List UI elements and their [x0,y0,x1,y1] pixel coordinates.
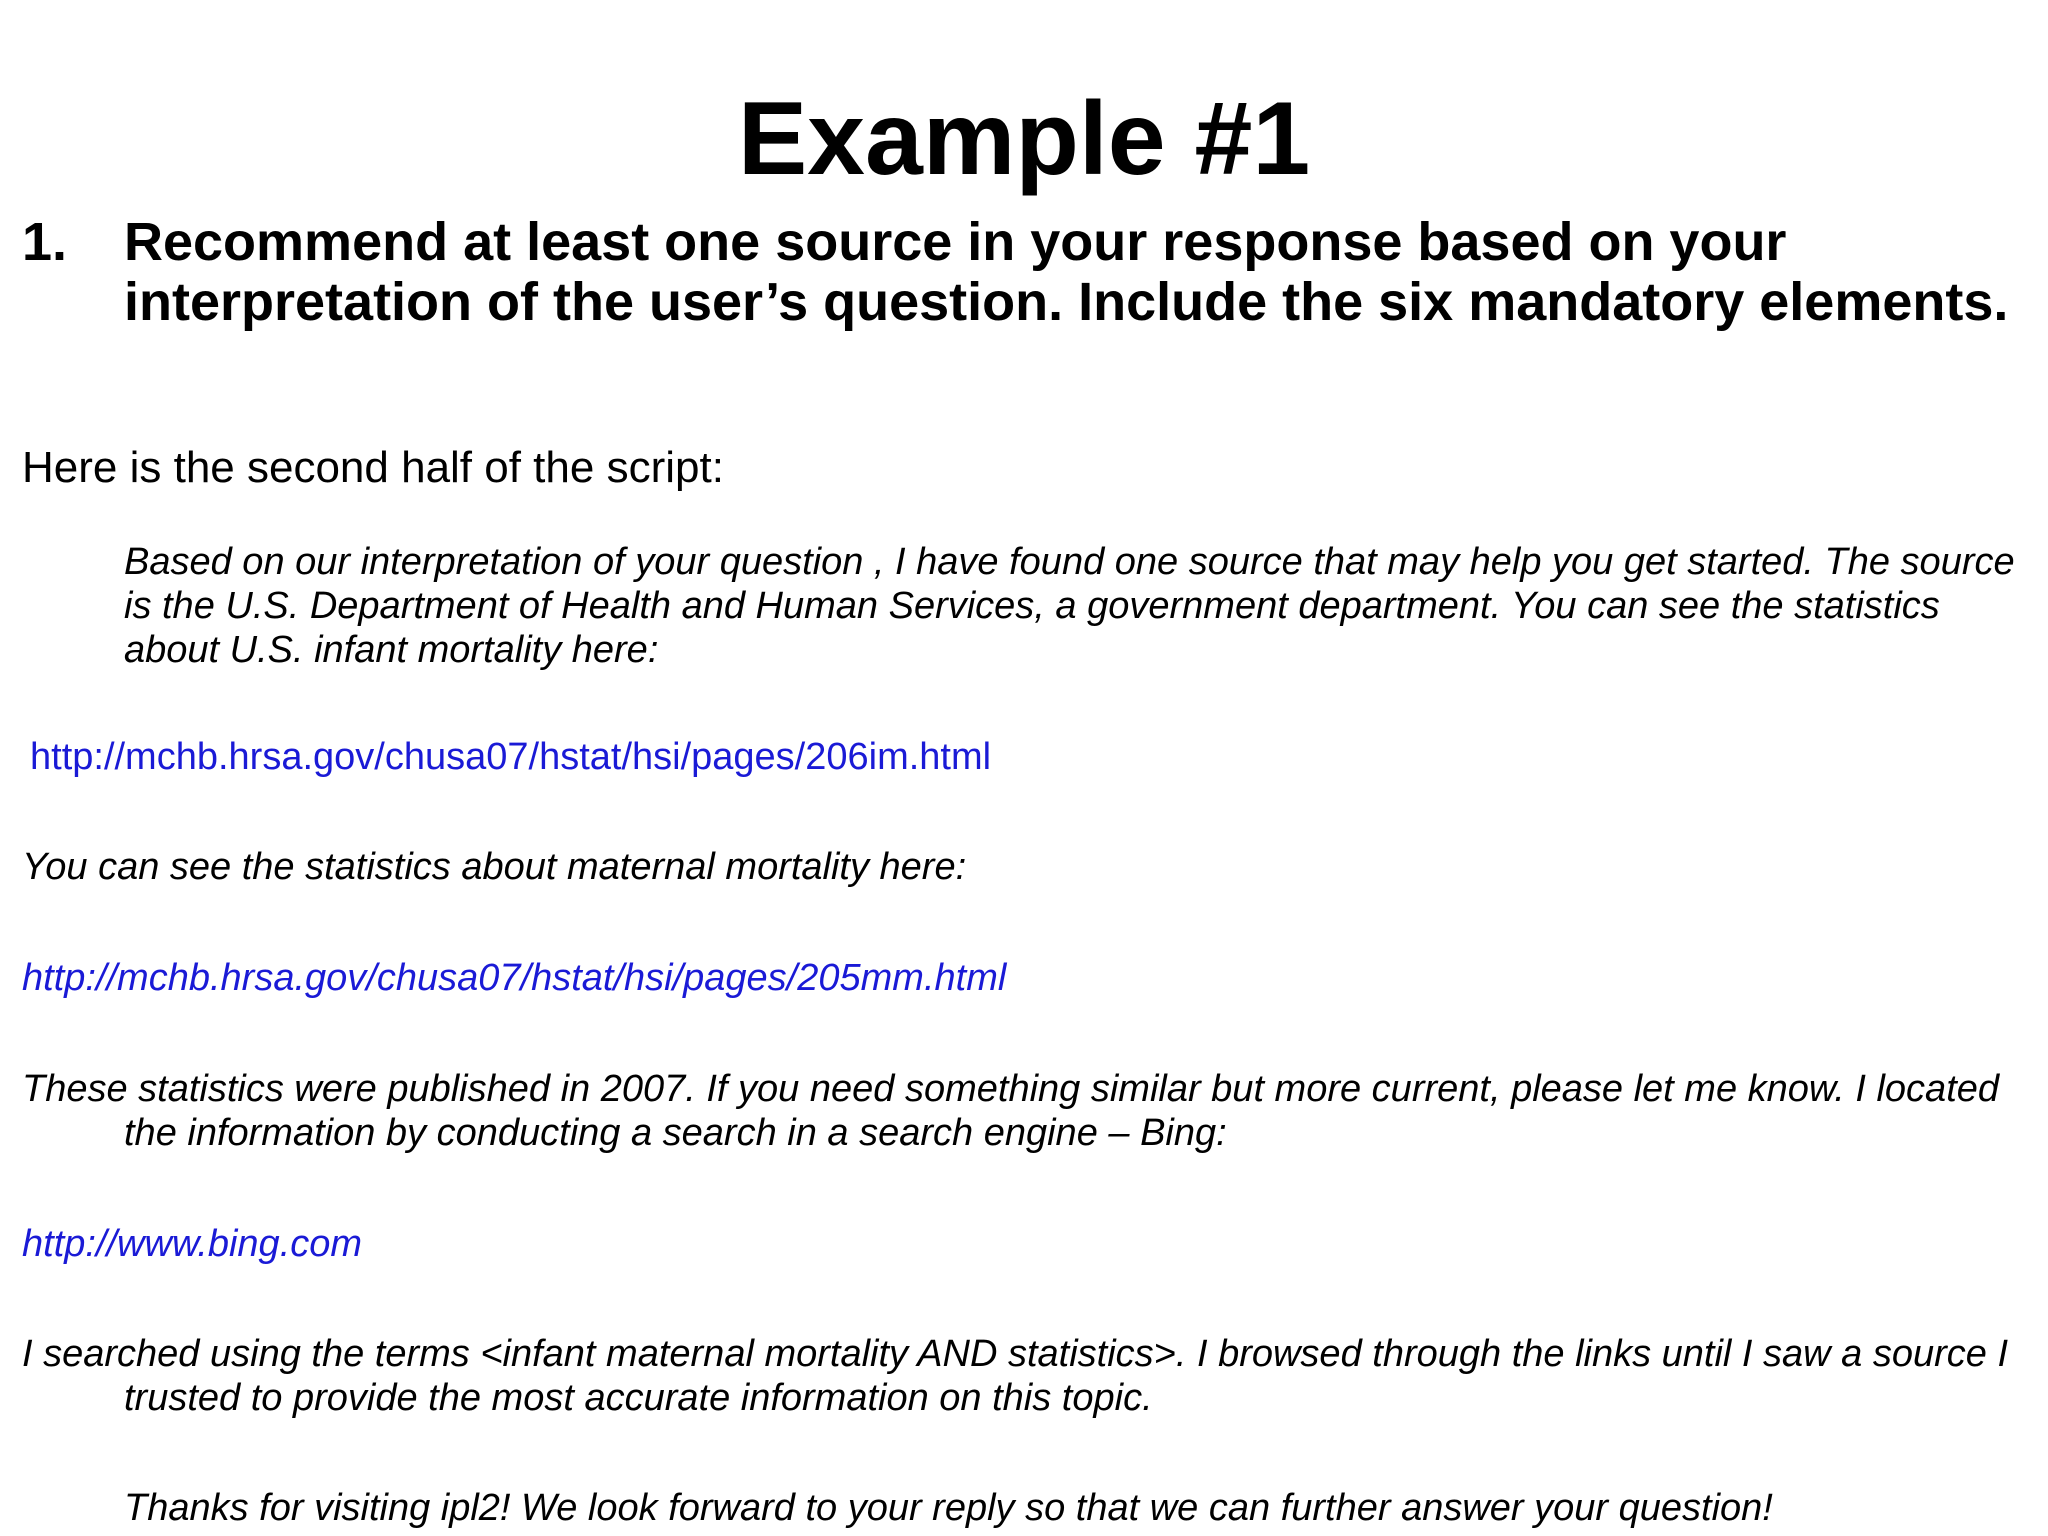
slide-title: Example #1 [737,81,1311,197]
instruction-number: 1. [22,212,68,272]
script-intro: Here is the second half of the script: [22,443,724,492]
script-paragraph-thanks: Thanks for visiting ipl2! We look forward to your reply so that we can further answer your question! [124,1487,1773,1529]
infant-mortality-link[interactable]: http://mchb.hrsa.gov/chusa07/hstat/hsi/pages/206im.html [30,736,992,778]
script-paragraph-source: Based on our interpretation of your question , I have found one source that may help you get started. The source is the U.S. Department of Health and Human Services, a government department. You can see the statistics about U.S. infant mortality here: [124,541,2015,671]
script-paragraph-published: These statistics were published in 2007. If you need something similar but more current, please let me know. I located the information by conducting a search in a search engine – Bing: [22,1068,2000,1154]
script-paragraph-search-terms: I searched using the terms <infant maternal mortality AND statistics>. I browsed through the links until I saw a source I trusted to provide the most accurate information on this topic. [22,1333,2009,1419]
instruction-text: Recommend at least one source in your response based on your interpretation of the user’s question. Include the six mandatory elements. [124,212,2009,332]
maternal-mortality-link[interactable]: http://mchb.hrsa.gov/chusa07/hstat/hsi/pages/205mm.html [22,957,1007,999]
numbered-instruction [22,212,2012,332]
script-paragraph-maternal: You can see the statistics about maternal mortality here: [22,846,967,888]
bing-link[interactable]: http://www.bing.com [22,1223,363,1265]
